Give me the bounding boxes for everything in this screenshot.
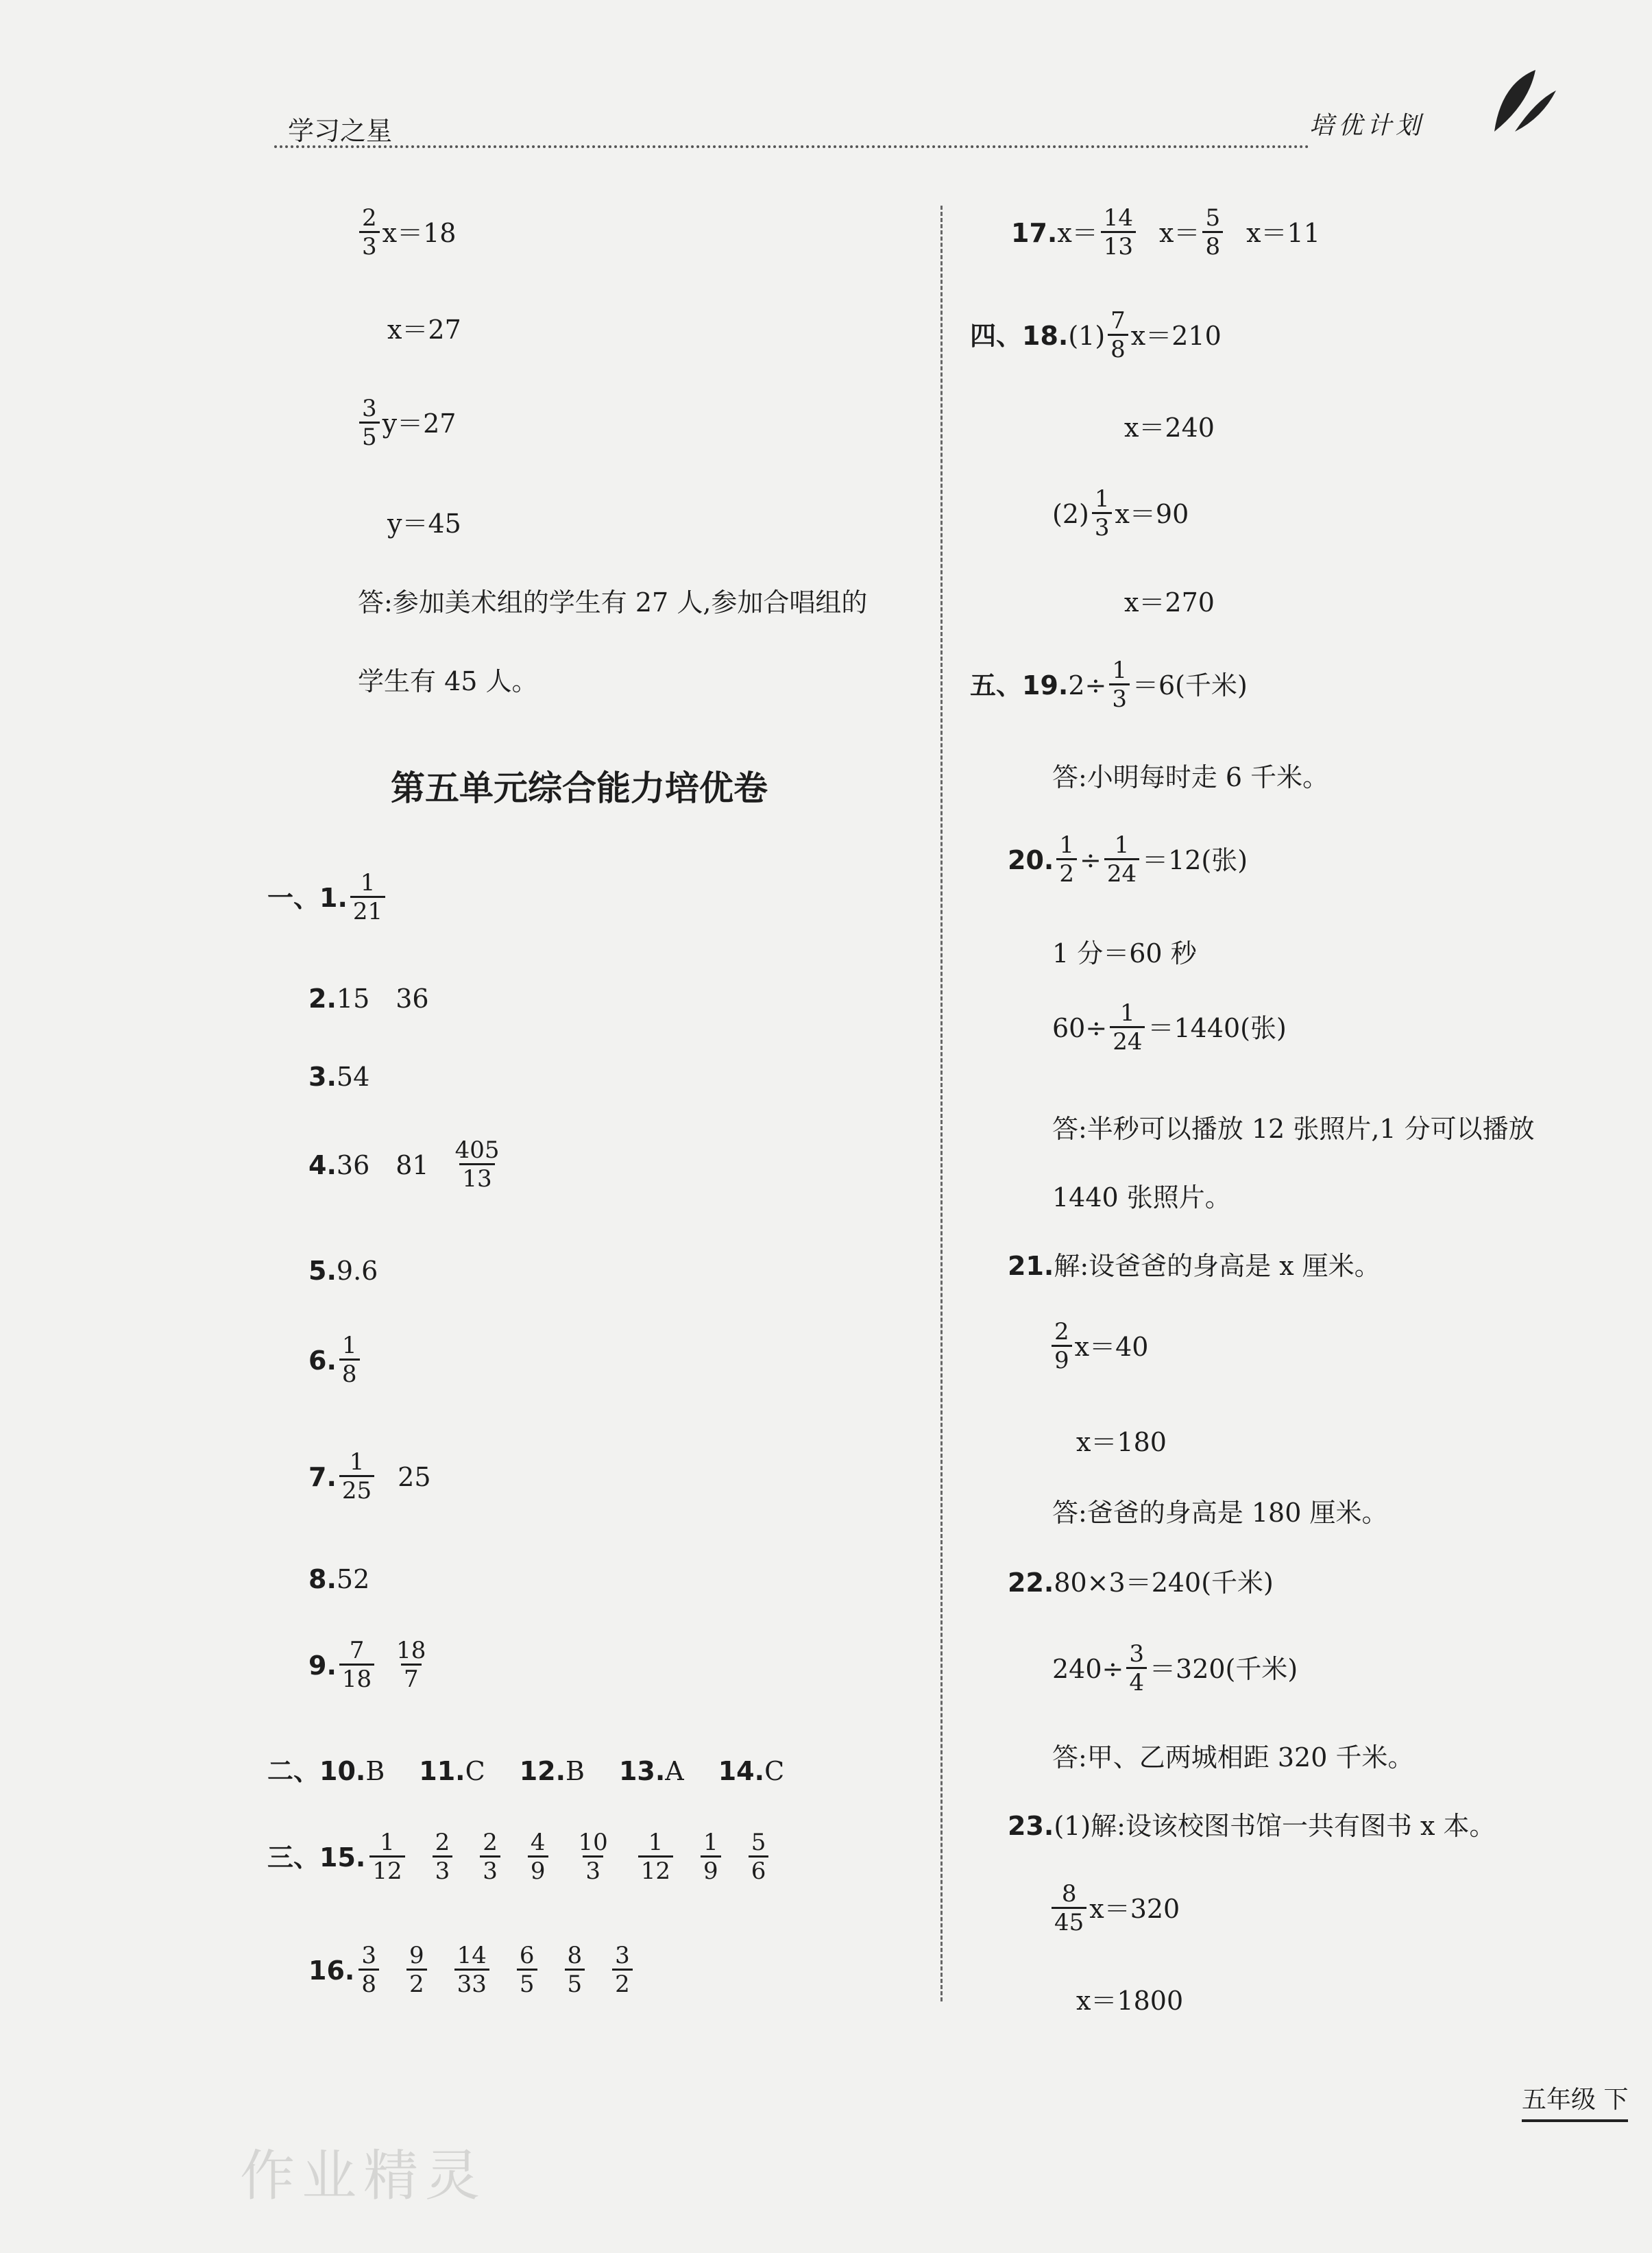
fraction: $\frac{2}{3}$ — [359, 206, 380, 260]
q22-answer: 答:甲、乙两城相距 320 千米。 — [1052, 1742, 1414, 1773]
q18-part1: 四、18. (1) $\frac{7}{8}$ x＝210 — [970, 307, 1222, 364]
left-eq-4: y＝45 — [387, 509, 461, 539]
q20-answer-2: 1440 张照片。 — [1052, 1182, 1231, 1213]
grade-footer: 五年级 下 — [1522, 2080, 1628, 2122]
q16: 16. $\frac{3}{8}$ $\frac{9}{2}$ $\frac{14}{33}$ $\frac{6}{5}$ $\frac{8}{5}$ $\frac{3}{2}$ — [308, 1943, 646, 1998]
header-divider — [274, 145, 1309, 148]
fraction: $\frac{1}{3}$ — [1092, 487, 1113, 541]
fraction: $\frac{3}{4}$ — [1126, 1642, 1147, 1696]
fraction: $\frac{3}{2}$ — [612, 1943, 633, 1998]
left-eq-2: x＝27 — [387, 315, 461, 345]
fraction: $\frac{14}{33}$ — [454, 1943, 489, 1998]
fraction: $\frac{2}{3}$ — [480, 1830, 500, 1885]
q19: 五、19. 2÷ $\frac{1}{3}$ ＝6(千米) — [970, 657, 1248, 714]
q1: 一、1. $\frac{1}{21}$ — [267, 870, 388, 925]
answer-line-2: 学生有 45 人。 — [358, 666, 538, 696]
fraction: $\frac{9}{2}$ — [406, 1943, 427, 1998]
fraction: $\frac{1}{2}$ — [1056, 833, 1077, 888]
q22-line2: 240÷ $\frac{3}{4}$ ＝320(千米) — [1052, 1640, 1298, 1697]
answer-line-1: 答:参加美术组的学生有 27 人,参加合唱组的 — [358, 587, 868, 618]
q9: 9. $\frac{7}{18}$ $\frac{18}{7}$ — [308, 1638, 431, 1693]
q18-result1: x＝240 — [1124, 413, 1215, 443]
q17: 17. x＝ $\frac{14}{13}$ x＝ $\frac{5}{8}$ x＝11 — [1011, 204, 1320, 261]
fraction: $\frac{18}{7}$ — [396, 1637, 426, 1694]
fraction: $\frac{1}{9}$ — [701, 1830, 721, 1885]
fraction: $\frac{3}{5}$ — [359, 396, 380, 451]
leaf-icon — [1487, 63, 1563, 141]
q23: 23. (1)解:设该校图书馆一共有图书 x 本。 — [1008, 1811, 1496, 1841]
fraction: $\frac{8}{5}$ — [565, 1943, 585, 1998]
fraction: $\frac{1}{25}$ — [339, 1450, 374, 1505]
header-left-title: 学习之星 — [288, 116, 393, 146]
q6: 6. $\frac{1}{8}$ — [308, 1333, 363, 1388]
left-eq-1: $\frac{2}{3}$ x＝18 — [356, 206, 456, 260]
fraction: $\frac{7}{8}$ — [1108, 308, 1128, 363]
fraction: $\frac{2}{9}$ — [1052, 1319, 1072, 1374]
watermark: 作业精灵 — [240, 2144, 487, 2208]
fraction: $\frac{1}{21}$ — [350, 870, 385, 925]
q21: 21. 解:设爸爸的身高是 x 厘米。 — [1008, 1251, 1381, 1281]
left-eq-3: $\frac{3}{5}$ y＝27 — [356, 396, 456, 451]
q2: 2. 15 36 — [308, 984, 429, 1014]
fraction: $\frac{1}{8}$ — [339, 1333, 360, 1388]
q21-result: x＝180 — [1076, 1427, 1167, 1457]
q5: 5. 9.6 — [308, 1256, 378, 1286]
q23-result: x＝1800 — [1076, 1986, 1184, 2016]
fraction: $\frac{6}{5}$ — [517, 1943, 537, 1998]
fraction: $\frac{14}{13}$ — [1101, 206, 1136, 260]
fraction: $\frac{1}{12}$ — [638, 1830, 673, 1885]
q20: 20. $\frac{1}{2}$ ÷ $\frac{1}{24}$ ＝12(张) — [1008, 831, 1248, 888]
q23-eq: $\frac{8}{45}$ x＝320 — [1049, 1881, 1180, 1936]
fraction: $\frac{7}{18}$ — [339, 1638, 374, 1693]
q20-line3: 60÷ $\frac{1}{24}$ ＝1440(张) — [1052, 999, 1287, 1056]
q19-answer: 答:小明每时走 6 千米。 — [1052, 762, 1329, 792]
part2-row: 二、 10. B 11. C 12. B 13. A 14. C — [267, 1756, 785, 1786]
fraction: $\frac{4}{9}$ — [528, 1830, 548, 1885]
q21-answer: 答:爸爸的身高是 180 厘米。 — [1052, 1498, 1388, 1528]
q18-result2: x＝270 — [1124, 587, 1215, 618]
q20-line2: 1 分＝60 秒 — [1052, 938, 1197, 969]
fraction: $\frac{1}{3}$ — [1109, 658, 1130, 713]
q21-eq: $\frac{2}{9}$ x＝40 — [1049, 1319, 1148, 1374]
fraction: $\frac{2}{3}$ — [433, 1830, 453, 1885]
fraction: $\frac{405}{13}$ — [454, 1136, 500, 1193]
q4: 4. 36 81 $\frac{405}{13}$ — [308, 1138, 505, 1193]
q3: 3. 54 — [308, 1062, 370, 1092]
fraction: $\frac{3}{8}$ — [359, 1943, 379, 1998]
section-title: 第五单元综合能力培优卷 — [391, 768, 768, 808]
q8: 8. 52 — [308, 1564, 370, 1594]
q18-part2: (2) $\frac{1}{3}$ x＝90 — [1052, 485, 1189, 542]
fraction: $\frac{1}{12}$ — [369, 1830, 404, 1885]
fraction: $\frac{10}{3}$ — [578, 1829, 608, 1886]
fraction: $\frac{5}{8}$ — [1202, 206, 1223, 260]
q20-answer-1: 答:半秒可以播放 12 张照片,1 分可以播放 — [1052, 1114, 1535, 1144]
header-right-title: 培优计划 — [1309, 112, 1425, 140]
fraction: $\frac{1}{24}$ — [1110, 1001, 1145, 1056]
q7: 7. $\frac{1}{25}$ 25 — [308, 1448, 431, 1505]
fraction: $\frac{8}{45}$ — [1052, 1881, 1086, 1936]
column-divider — [940, 206, 943, 2001]
q15: 三、15. $\frac{1}{12}$ $\frac{2}{3}$ $\frac{2}{3}$ $\frac{4}{9}$ $\frac{10}{3}$ $\frac{1}{12}$ $\frac{1}{9}$ $\frac{5}{6}$ — [267, 1830, 782, 1885]
fraction: $\frac{1}{24}$ — [1104, 833, 1139, 888]
fraction: $\frac{5}{6}$ — [749, 1830, 769, 1885]
q22: 22. 80×3＝240(千米) — [1008, 1568, 1274, 1598]
